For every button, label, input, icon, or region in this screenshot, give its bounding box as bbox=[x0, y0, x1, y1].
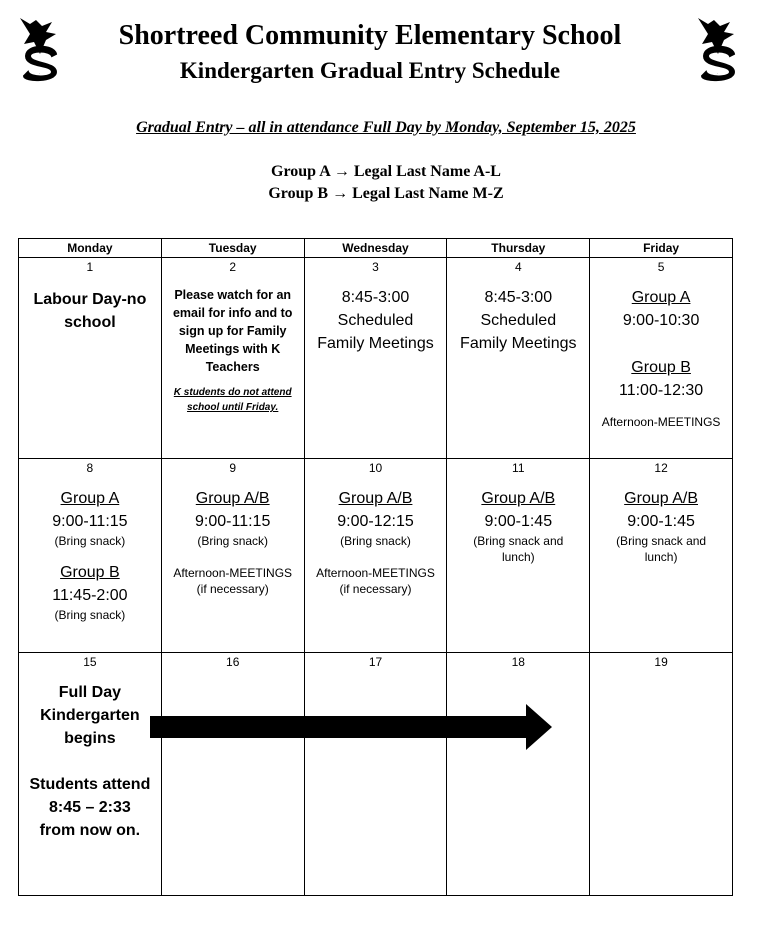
snack-note bbox=[590, 533, 732, 565]
day-header-friday: Friday bbox=[590, 239, 733, 258]
time-range: 9:00-1:45 bbox=[484, 513, 553, 530]
attendance-note bbox=[162, 385, 304, 415]
calendar-week-3 bbox=[19, 653, 733, 896]
day-cell-3 bbox=[304, 258, 447, 459]
day-header-thursday: Thursday bbox=[447, 239, 590, 258]
calendar-week-2 bbox=[19, 459, 733, 653]
calendar-table bbox=[18, 238, 733, 896]
day-number: 5 bbox=[657, 260, 665, 274]
day-number: 17 bbox=[368, 655, 383, 669]
day-cell-16 bbox=[161, 653, 304, 896]
meetings-line: (if necessary) bbox=[196, 582, 269, 596]
meeting-info bbox=[447, 286, 589, 355]
snack-note bbox=[447, 533, 589, 565]
time-range: 8:45-3:00 bbox=[341, 289, 410, 306]
time-range: 9:00-12:15 bbox=[337, 513, 414, 530]
meetings-note bbox=[305, 565, 447, 597]
day-cell-18 bbox=[447, 653, 590, 896]
time-range: 11:45-2:00 bbox=[52, 587, 128, 604]
meeting-info bbox=[305, 286, 447, 355]
snack-note: (Bring snack) bbox=[197, 534, 269, 548]
notice-line: email for info and to bbox=[172, 306, 293, 320]
holiday-line: school bbox=[64, 314, 116, 331]
meetings-line: Afternoon-MEETINGS bbox=[173, 566, 293, 580]
day-header-monday: Monday bbox=[19, 239, 162, 258]
meetings-note bbox=[162, 565, 304, 597]
group-schedule bbox=[19, 561, 161, 607]
day-number: 8 bbox=[86, 461, 94, 475]
notice-line: Students attend bbox=[29, 776, 151, 793]
snack-line: (Bring snack and bbox=[616, 534, 707, 548]
time-range: 9:00-10:30 bbox=[622, 312, 700, 329]
group-schedule bbox=[447, 487, 589, 533]
holiday-note bbox=[19, 288, 161, 334]
day-cell-11 bbox=[447, 459, 590, 653]
group-label: Group A bbox=[631, 289, 691, 306]
notice-line: sign up for Family bbox=[178, 324, 287, 338]
group-a-line: Group A → Legal Last Name A-L bbox=[271, 163, 501, 180]
notice-line: 8:45 – 2:33 bbox=[48, 799, 131, 816]
group-schedule bbox=[305, 487, 447, 533]
notice-line: Teachers bbox=[205, 360, 260, 374]
right-arrow-icon bbox=[150, 704, 552, 750]
note-line: K students do not attend bbox=[173, 387, 292, 398]
email-notice bbox=[162, 286, 304, 376]
holiday-line: Labour Day-no bbox=[33, 291, 147, 308]
day-cell-1 bbox=[19, 258, 162, 459]
note-line: school until Friday. bbox=[187, 402, 279, 413]
group-schedule bbox=[590, 487, 732, 533]
day-cell-15 bbox=[19, 653, 162, 896]
notice-line: Kindergarten bbox=[40, 707, 140, 724]
group-label: Group B bbox=[631, 359, 691, 376]
full-day-notice bbox=[19, 681, 161, 842]
group-schedule bbox=[162, 487, 304, 533]
time-range: 9:00-1:45 bbox=[627, 513, 695, 530]
schedule-title: Kindergarten Gradual Entry Schedule bbox=[179, 58, 561, 83]
day-cell-2 bbox=[161, 258, 304, 459]
day-number: 3 bbox=[372, 260, 379, 274]
day-number: 2 bbox=[229, 260, 237, 274]
snack-line: lunch) bbox=[501, 550, 535, 564]
day-number: 4 bbox=[514, 260, 522, 274]
group-label: Group A/B bbox=[338, 490, 413, 507]
notice-line: Full Day bbox=[58, 684, 122, 701]
day-number: 15 bbox=[83, 655, 97, 669]
day-number: 16 bbox=[226, 655, 240, 669]
time-range: 9:00-11:15 bbox=[195, 513, 271, 530]
time-range: 11:00-12:30 bbox=[618, 382, 704, 399]
day-cell-8 bbox=[19, 459, 162, 653]
day-number: 12 bbox=[654, 461, 668, 475]
day-header-wednesday: Wednesday bbox=[304, 239, 447, 258]
group-label: Group A bbox=[60, 490, 120, 507]
day-cell-4 bbox=[447, 258, 590, 459]
day-number: 18 bbox=[511, 655, 525, 669]
calendar-header-row bbox=[19, 239, 733, 258]
day-number: 9 bbox=[229, 461, 237, 475]
day-number: 10 bbox=[368, 461, 383, 475]
group-label: Group A/B bbox=[195, 490, 270, 507]
snack-note: (Bring snack) bbox=[54, 608, 126, 622]
day-cell-5 bbox=[590, 258, 733, 459]
meeting-line: Scheduled bbox=[480, 312, 557, 329]
day-cell-10 bbox=[304, 459, 447, 653]
notice-line: Meetings with K bbox=[185, 342, 281, 356]
group-b-line: Group B → Legal Last Name M-Z bbox=[268, 185, 504, 202]
day-cell-17 bbox=[304, 653, 447, 896]
schedule-subtitle: Gradual Entry – all in attendance Full Day by Monday, September 15, 2025 bbox=[136, 119, 636, 136]
group-label: Group A/B bbox=[624, 490, 698, 507]
day-header-tuesday: Tuesday bbox=[161, 239, 304, 258]
snack-note: (Bring snack) bbox=[340, 534, 411, 548]
meetings-line: Afternoon-MEETINGS bbox=[316, 566, 435, 580]
group-schedule bbox=[19, 487, 161, 533]
notice-line: begins bbox=[64, 730, 116, 747]
notice-line: from now on. bbox=[39, 822, 141, 839]
notice-line: Please watch for an bbox=[174, 288, 292, 302]
snack-note: (Bring snack) bbox=[54, 534, 126, 548]
calendar-week-1 bbox=[19, 258, 733, 459]
logo-letter: S bbox=[717, 74, 718, 75]
logo-letter: S bbox=[39, 74, 40, 75]
meeting-line: Family Meetings bbox=[460, 335, 577, 352]
snack-line: (Bring snack and bbox=[473, 534, 564, 548]
snack-line: lunch) bbox=[644, 550, 678, 564]
time-range: 8:45-3:00 bbox=[484, 289, 553, 306]
group-label: Group A/B bbox=[481, 490, 556, 507]
group-schedule bbox=[590, 286, 732, 402]
day-cell-19 bbox=[590, 653, 733, 896]
meeting-line: Scheduled bbox=[337, 312, 414, 329]
day-cell-12 bbox=[590, 459, 733, 653]
meetings-note: Afternoon-MEETINGS bbox=[601, 415, 721, 429]
day-cell-9 bbox=[161, 459, 304, 653]
school-name: Shortreed Community Elementary School bbox=[118, 20, 622, 51]
meetings-line: (if necessary) bbox=[339, 582, 412, 596]
meeting-line: Family Meetings bbox=[317, 335, 434, 352]
day-number: 11 bbox=[512, 461, 525, 475]
time-range: 9:00-11:15 bbox=[52, 513, 128, 530]
group-label: Group B bbox=[60, 564, 120, 581]
day-number: 19 bbox=[654, 655, 668, 669]
day-number: 1 bbox=[86, 260, 94, 274]
